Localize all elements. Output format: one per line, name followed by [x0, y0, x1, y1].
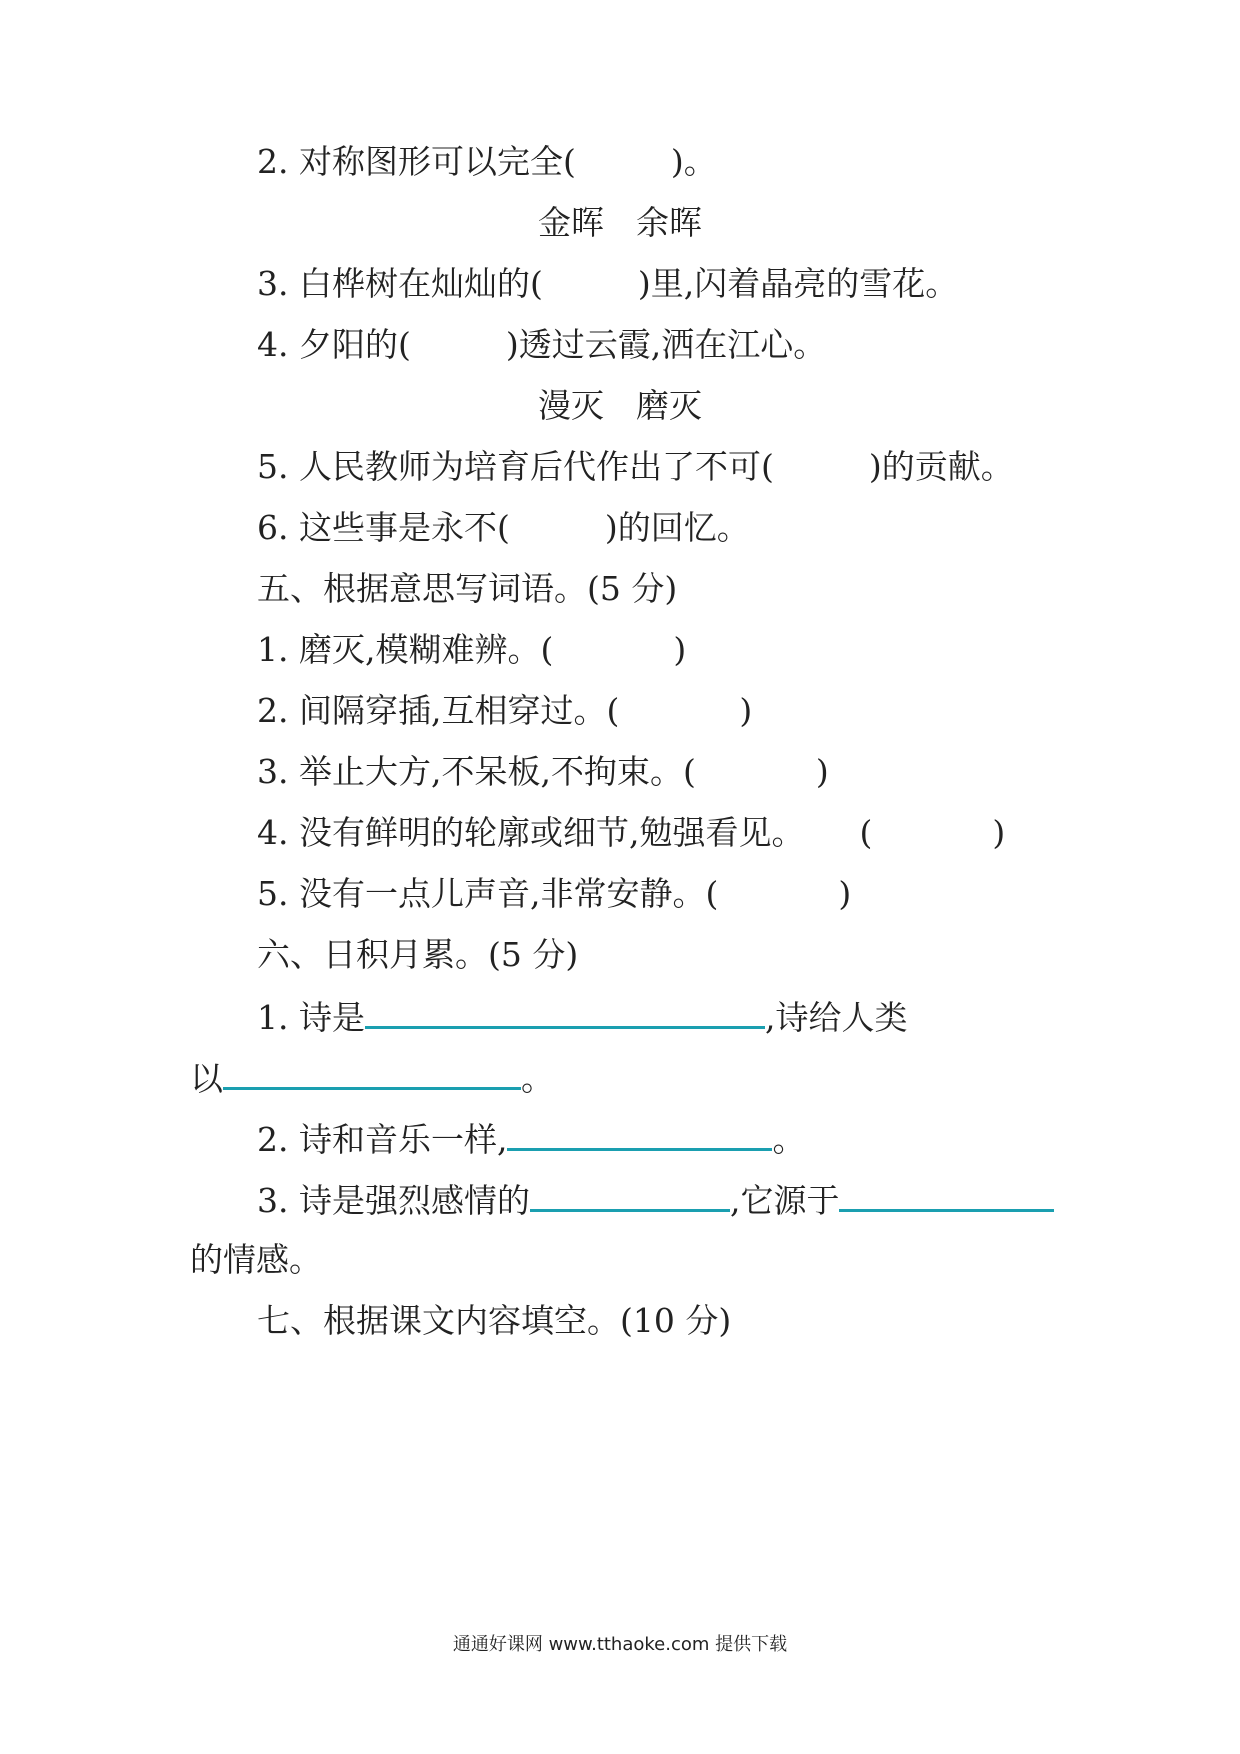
- question-6-2: [257, 1118, 805, 1160]
- question-text: 2. 诗和音乐一样,: [257, 1120, 508, 1159]
- question-5-4: [257, 813, 1005, 853]
- question-text-end: )。: [670, 142, 717, 181]
- question-text-mid: ,诗给人类: [764, 998, 908, 1037]
- question-text-end: ): [673, 630, 687, 669]
- question-text: 3. 诗是强烈感情的: [257, 1181, 530, 1220]
- word-choice: 金晖: [538, 203, 604, 242]
- question-text: 以: [190, 1059, 223, 1098]
- answer-blank[interactable]: [530, 1179, 730, 1212]
- question-6-1: [257, 996, 907, 1038]
- question-text-paren: (: [859, 813, 873, 852]
- answer-blank[interactable]: [223, 1057, 521, 1090]
- question-text: 4. 没有鲜明的轮廓或细节,勉强看见。: [257, 813, 805, 852]
- word-choice: 磨灭: [636, 386, 702, 425]
- question-4-3: [257, 264, 958, 304]
- question-4-6: [257, 508, 750, 548]
- question-text: 3. 白桦树在灿灿的(: [257, 264, 543, 303]
- question-text-mid: ,它源于: [729, 1181, 840, 1220]
- question-text: 2. 间隔穿插,互相穿过。(: [257, 691, 620, 730]
- question-text-end: 。: [521, 1059, 554, 1098]
- question-text-end: )的回忆。: [604, 508, 750, 547]
- question-text: 1. 磨灭,模糊难辨。(: [257, 630, 554, 669]
- question-text-end: )透过云霞,洒在江心。: [505, 325, 827, 364]
- section-6-title: 六、日积月累。(5 分): [257, 935, 579, 974]
- question-text-end: ): [739, 691, 753, 730]
- question-text-end: ): [838, 874, 852, 913]
- question-text: 4. 夕阳的(: [257, 325, 411, 364]
- question-text: 2. 对称图形可以完全(: [257, 142, 576, 181]
- question-6-1-cont: [190, 1057, 554, 1099]
- question-text-end: ): [815, 752, 829, 791]
- question-text-end: )的贡献。: [868, 447, 1014, 486]
- question-5-1: [257, 630, 686, 670]
- word-choices-2: [0, 386, 1240, 426]
- question-4-2: [257, 142, 717, 182]
- question-5-2: [257, 691, 752, 731]
- footer-source: 通通好课网 www.tthaoke.com 提供下载: [452, 1634, 788, 1655]
- question-text-end: ): [992, 813, 1006, 852]
- section-5-title: 五、根据意思写词语。(5 分): [257, 569, 678, 608]
- word-choice: 漫灭: [538, 386, 604, 425]
- question-text: 1. 诗是: [257, 998, 365, 1037]
- answer-blank[interactable]: [507, 1118, 772, 1151]
- question-4-4: [257, 325, 826, 365]
- section-7-title: 七、根据课文内容填空。(10 分): [257, 1301, 732, 1340]
- question-text: 5. 人民教师为培育后代作出了不可(: [257, 447, 774, 486]
- question-text: 5. 没有一点儿声音,非常安静。(: [257, 874, 719, 913]
- question-text: 3. 举止大方,不呆板,不拘束。(: [257, 752, 696, 791]
- question-6-3: [257, 1179, 1054, 1221]
- question-5-3: [257, 752, 829, 792]
- answer-blank[interactable]: [839, 1179, 1054, 1212]
- question-text-end: )里,闪着晶亮的雪花。: [637, 264, 959, 303]
- question-4-5: [257, 447, 1014, 487]
- word-choices-1: [0, 203, 1240, 243]
- word-choice: 余晖: [636, 203, 702, 242]
- question-text: 6. 这些事是永不(: [257, 508, 510, 547]
- question-text-end: 。: [772, 1120, 806, 1159]
- question-5-5: [257, 874, 851, 914]
- question-6-3-cont: 的情感。: [190, 1240, 322, 1279]
- answer-blank[interactable]: [365, 996, 765, 1029]
